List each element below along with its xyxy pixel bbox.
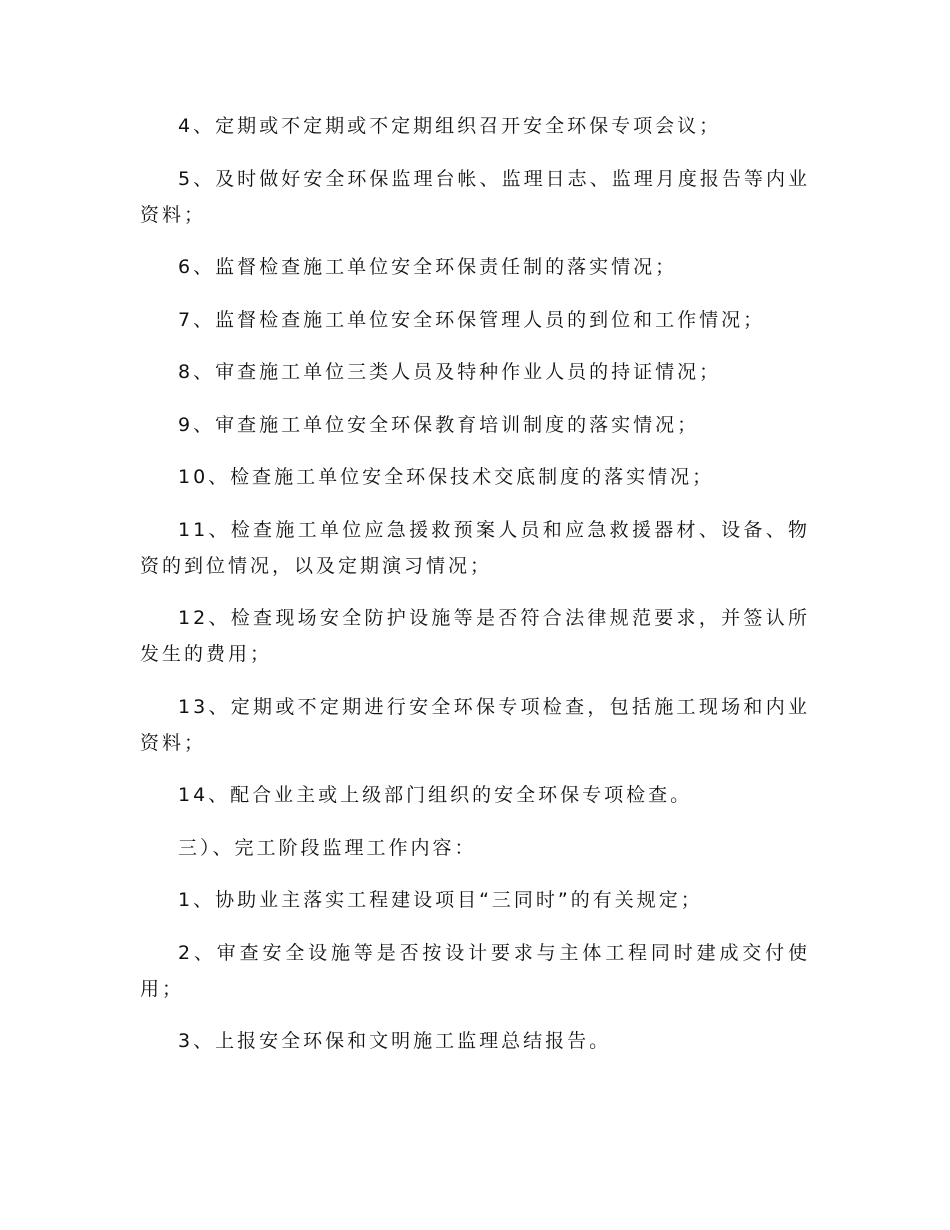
paragraph-item-4: 4、定期或不定期或不定期组织召开安全环保专项会议； — [178, 115, 722, 137]
paragraph-item-10: 10、检查施工单位安全环保技术交底制度的落实情况； — [178, 466, 715, 488]
paragraph-item-6: 6、监督检查施工单位安全环保责任制的落实情况； — [178, 256, 678, 278]
paragraph-completion-3: 3、上报安全环保和文明施工监理总结报告。 — [178, 1030, 612, 1052]
paragraph-item-13: 13、定期或不定期进行安全环保专项检查，包括施工现场和内业资料； — [140, 695, 810, 754]
paragraph-completion-2: 2、审查安全设施等是否按设计要求与主体工程同时建成交付使用； — [140, 941, 810, 1000]
paragraph-item-12: 12、检查现场安全防护设施等是否符合法律规范要求，并签认所发生的费用； — [140, 607, 810, 665]
paragraph-item-7: 7、监督检查施工单位安全环保管理人员的到位和工作情况； — [178, 308, 766, 331]
paragraph-item-14: 14、配合业主或上级部门组织的安全环保专项检查。 — [178, 784, 693, 806]
paragraph-item-9: 9、审查施工单位安全环保教育培训制度的落实情况； — [178, 413, 700, 436]
paragraph-completion-1: 1、协助业主落实工程建设项目“三同时”的有关规定； — [178, 889, 703, 911]
section-heading-completion-stage: 三）、完工阶段监理工作内容： — [178, 836, 477, 859]
paragraph-item-8: 8、审查施工单位三类人员及特种作业人员的持证情况； — [178, 361, 722, 383]
paragraph-item-11: 11、检查施工单位应急援救预案人员和应急救援器材、设备、物资的到位情况，以及定期演习情况； — [140, 518, 810, 577]
paragraph-item-5: 5、及时做好安全环保监理台帐、监理日志、监理月度报告等内业资料； — [140, 167, 810, 226]
document-body — [140, 108, 810, 1076]
